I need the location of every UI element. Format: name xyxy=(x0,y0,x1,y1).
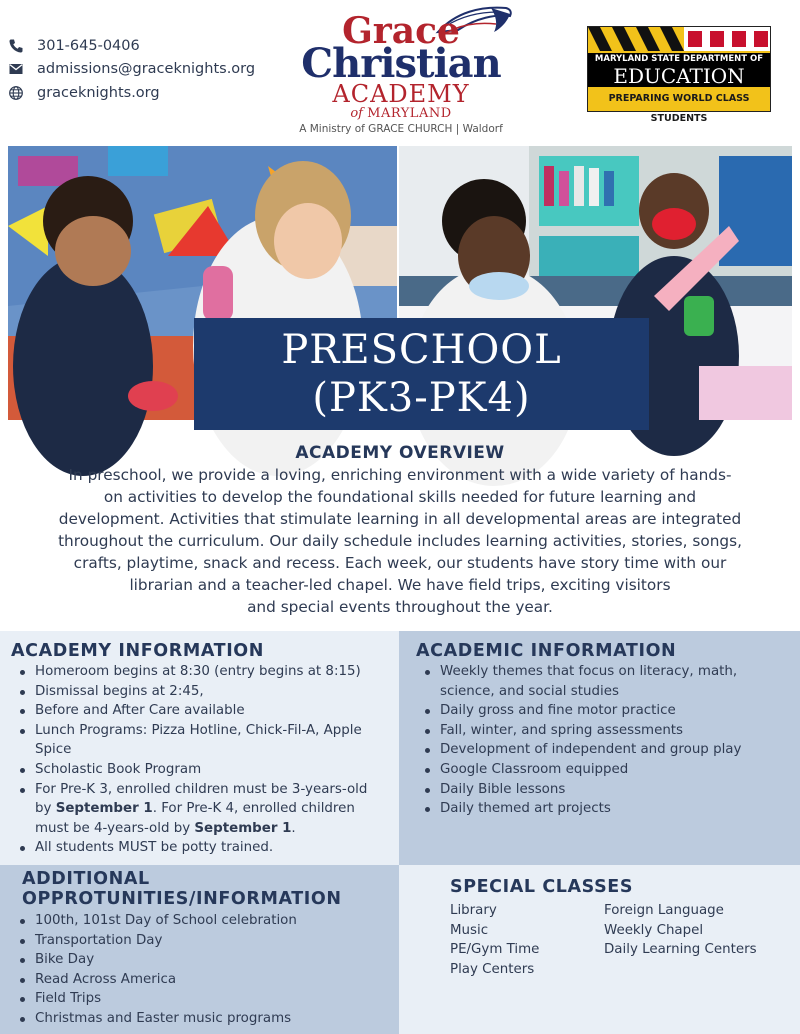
overview-title: ACADEMY OVERVIEW xyxy=(295,443,505,463)
msde-logo xyxy=(587,26,771,124)
banner-subtitle: (PK3-PK4) xyxy=(312,375,531,421)
maryland-flag-icon xyxy=(588,27,770,51)
list-item: Christmas and Easter music programs xyxy=(11,1009,381,1029)
overview-line: crafts, playtime, snack and recess. Each week, our students have story time with our xyxy=(73,554,727,572)
overview-text xyxy=(20,464,780,618)
overview-line: In preschool, we provide a loving, enriching environment with a wide variety of hands- xyxy=(68,466,732,484)
special-class-item: Weekly Chapel xyxy=(604,922,704,938)
age-req-text-2: . For Pre-K 4, enrolled children must be 4-years-old by xyxy=(35,801,355,836)
contact-phone-row[interactable] xyxy=(8,34,278,58)
logo-of-maryland xyxy=(286,106,516,121)
globe-icon xyxy=(8,85,24,101)
list-item: Daily Bible lessons xyxy=(416,780,796,800)
list-item: Lunch Programs: Pizza Hotline, Chick-Fil-A, Apple Spice xyxy=(11,721,381,760)
msde-line1: MARYLAND STATE DEPARTMENT OF xyxy=(588,53,770,65)
special-classes-col1 xyxy=(450,901,604,979)
special-class-item: PE/Gym Time xyxy=(450,942,540,958)
msde-line3: PREPARING WORLD CLASS STUDENTS xyxy=(608,93,750,124)
phone-icon xyxy=(8,38,24,54)
list-item: 100th, 101st Day of School celebration xyxy=(11,911,381,931)
school-logo xyxy=(286,2,516,137)
list-item: Daily themed art projects xyxy=(416,799,796,819)
age-req-date-1: September 1 xyxy=(55,801,153,817)
academy-info-list xyxy=(11,662,381,858)
special-class-item: Daily Learning Centers xyxy=(604,942,757,958)
logo-maryland: MARYLAND xyxy=(367,106,452,121)
academic-info-title: ACADEMIC INFORMATION xyxy=(416,641,677,661)
contact-email-row[interactable] xyxy=(8,58,278,82)
list-item: Field Trips xyxy=(11,989,381,1009)
list-item: Scholastic Book Program xyxy=(11,760,381,780)
contact-block xyxy=(8,34,278,105)
preschool-banner xyxy=(194,318,649,430)
age-req-text-3: . xyxy=(291,820,296,836)
overview-line: and special events throughout the year. xyxy=(247,598,553,616)
list-item: All students MUST be potty trained. xyxy=(11,838,381,858)
list-item: Google Classroom equipped xyxy=(416,760,796,780)
academy-info-section xyxy=(0,631,399,865)
email-text: admissions@graceknights.org xyxy=(37,61,256,78)
list-item-age-requirement xyxy=(11,780,381,839)
overview-line: development. Activities that stimulate learning in all developmental areas are integrated xyxy=(58,510,742,528)
age-req-date-2: September 1 xyxy=(194,820,292,836)
overview-line: librarian and a teacher-led chapel. We have field trips, exciting visitors xyxy=(129,576,671,594)
special-classes-title: SPECIAL CLASSES xyxy=(450,877,634,897)
logo-of: of xyxy=(350,106,363,121)
additional-section xyxy=(0,865,399,1034)
list-item: Dismissal begins at 2:45, xyxy=(11,682,381,702)
banner-title: PRESCHOOL xyxy=(281,327,562,373)
list-item: Weekly themes that focus on literacy, math, science, and social studies xyxy=(416,662,796,701)
academic-info-list xyxy=(416,662,796,819)
list-item: Daily gross and fine motor practice xyxy=(416,701,796,721)
special-classes-col2 xyxy=(604,901,757,979)
list-item: Transportation Day xyxy=(11,931,381,951)
website-text: graceknights.org xyxy=(37,84,160,101)
special-classes-section xyxy=(399,865,800,1034)
msde-line2: EDUCATION xyxy=(588,65,770,87)
phone-text: 301-645-0406 xyxy=(37,37,140,54)
additional-title-line2: OPPROTUNITIES/INFORMATION xyxy=(22,889,342,909)
list-item: Read Across America xyxy=(11,970,381,990)
academy-info-title: ACADEMY INFORMATION xyxy=(11,641,265,661)
additional-title-line1: ADDITIONAL xyxy=(22,869,150,889)
list-item: Homeroom begins at 8:30 (entry begins at 8:15) xyxy=(11,662,381,682)
logo-academy: ACADEMY xyxy=(332,80,470,108)
logo-christian: Christian xyxy=(301,40,501,87)
logo-grace: Grace xyxy=(342,10,460,52)
additional-list xyxy=(11,911,381,1029)
age-req-text-1: For Pre-K 3, enrolled children must be 3-years-old by xyxy=(35,781,368,817)
logo-ministry: A Ministry of GRACE CHURCH | Waldorf xyxy=(299,123,503,135)
list-item: Fall, winter, and spring assessments xyxy=(416,721,796,741)
list-item: Development of independent and group play xyxy=(416,740,796,760)
special-class-item: Foreign Language xyxy=(604,903,724,918)
overview-line: on activities to develop the foundational skills needed for future learning and xyxy=(103,488,697,506)
contact-web-row[interactable] xyxy=(8,81,278,105)
special-class-item: Play Centers xyxy=(450,961,535,977)
special-class-item: Library xyxy=(450,903,497,918)
overview-line: throughout the curriculum. Our daily schedule includes learning activities, stories, songs, xyxy=(58,532,742,550)
mail-icon xyxy=(8,61,24,77)
academic-info-section xyxy=(399,631,800,865)
list-item: Before and After Care available xyxy=(11,701,381,721)
special-class-item: Music xyxy=(450,922,489,938)
list-item: Bike Day xyxy=(11,950,381,970)
